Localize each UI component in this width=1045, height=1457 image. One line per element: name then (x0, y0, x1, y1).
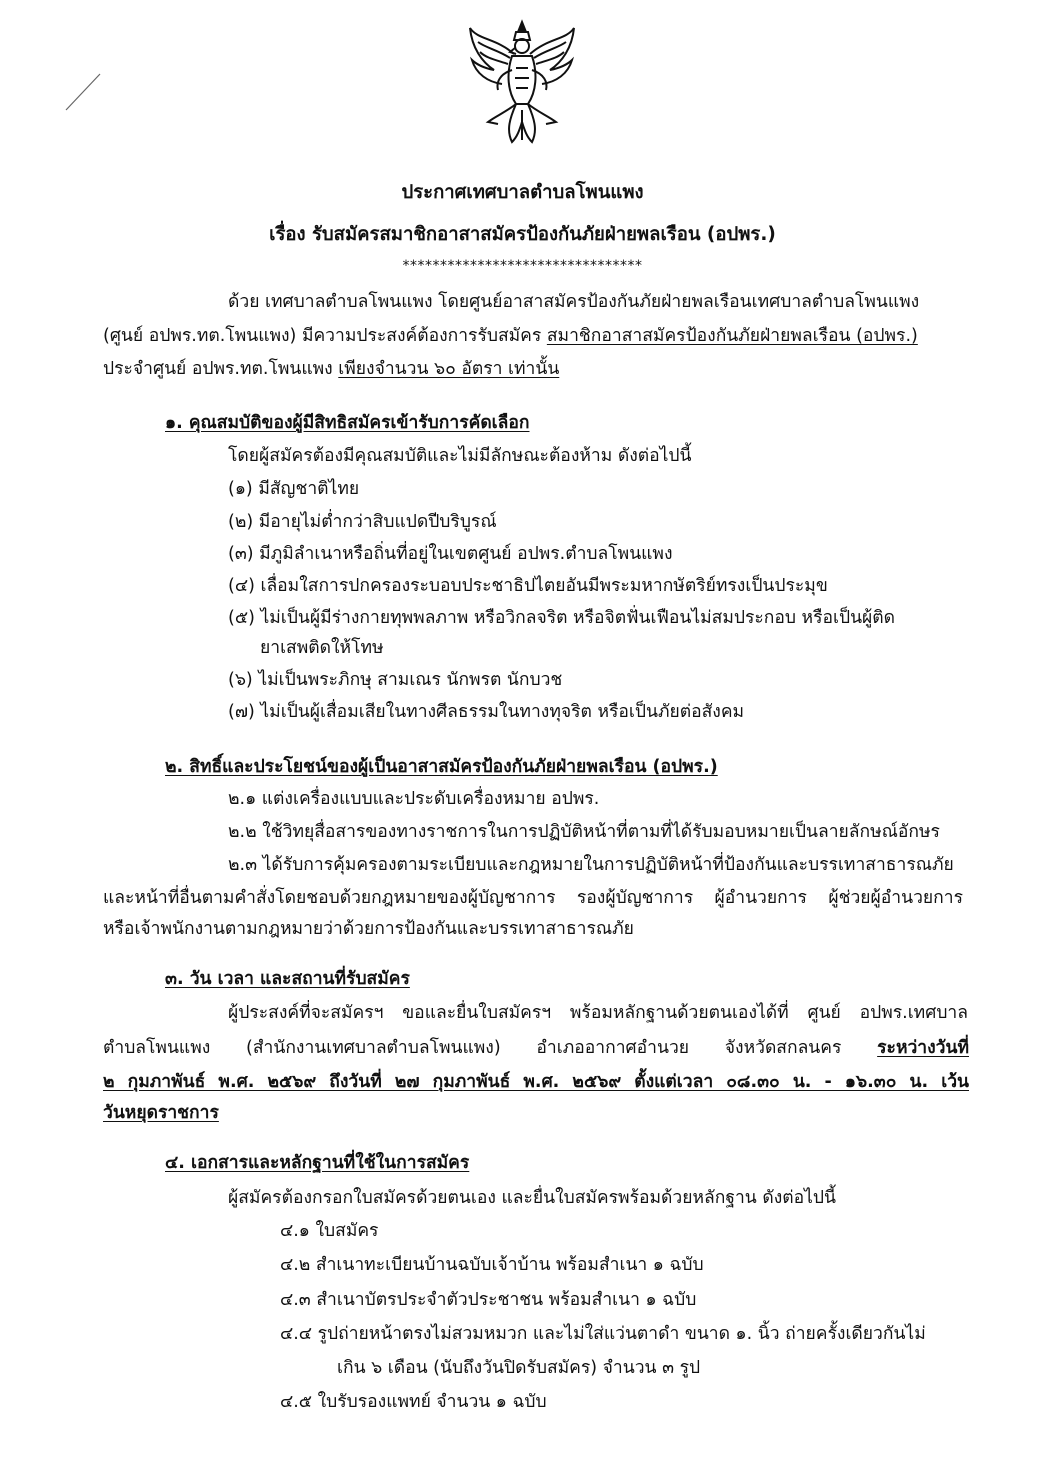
intro-quota: เพียงจำนวน ๖๐ อัตรา เท่านั้น (338, 359, 560, 379)
section-1-item: (๔) เลื่อมใสการปกครองระบอบประชาธิปไตยอันมีพระมหากษัตริย์ทรงเป็นประมุข (228, 576, 828, 596)
section-2-item-continuation: และหน้าที่อื่นตามคำสั่งโดยชอบด้วยกฎหมายของผู้บัญชาการ รองผู้บัญชาการ ผู้อำนวยการ ผู้ช่วยผู้อำนวยการ (103, 888, 963, 908)
section-2-item: ๒.๓ ได้รับการคุ้มครองตามระเบียบและกฎหมายในการปฏิบัติหน้าที่ป้องกันและบรรเทาสาธารณภัย (228, 855, 954, 875)
section-3-line-2: ตำบลโพนแพง (สำนักงานเทศบาลตำบลโพนแพง) อำเภออากาศอำนวย จังหวัดสกลนคร ระหว่างวันที่ (103, 1038, 969, 1058)
section-1-item: (๖) ไม่เป็นพระภิกษุ สามเณร นักพรต นักบวช (228, 670, 563, 690)
section-1-item: (๓) มีภูมิลำเนาหรือถิ่นที่อยู่ในเขตศูนย์ อปพร.ตำบลโพนแพง (228, 544, 673, 564)
section-1-item-continuation: ยาเสพติดให้โทษ (260, 638, 384, 658)
section-4-item: ๔.๕ ใบรับรองแพทย์ จำนวน ๑ ฉบับ (280, 1392, 547, 1412)
section-3-line-1: ผู้ประสงค์ที่จะสมัครฯ ขอและยื่นใบสมัครฯ พร้อมหลักฐานด้วยตนเองได้ที่ ศูนย์ อปพร.เทศบาล (228, 1003, 968, 1023)
section-1-item: (๗) ไม่เป็นผู้เสื่อมเสียในทางศีลธรรมในทางทุจริต หรือเป็นภัยต่อสังคม (228, 702, 745, 722)
section-4-heading: ๔. เอกสารและหลักฐานที่ใช้ในการสมัคร (165, 1153, 470, 1173)
section-1-item: (๕) ไม่เป็นผู้มีร่างกายทุพพลภาพ หรือวิกลจริต หรือจิตฟั่นเฟือนไม่สมประกอบ หรือเป็นผู้ติด (228, 608, 896, 628)
section-3-period-end: วันหยุดราชการ (103, 1103, 219, 1123)
pen-mark-decoration (60, 70, 105, 115)
section-1-item: (๒) มีอายุไม่ต่ำกว่าสิบแปดปีบริบูรณ์ (228, 512, 497, 532)
section-3-period: ๒ กุมภาพันธ์ พ.ศ. ๒๕๖๙ ถึงวันที่ ๒๗ กุมภาพันธ์ พ.ศ. ๒๕๖๙ ตั้งแต่เวลา ๐๘.๓๐ น. - ๑๖.๓๐ น. เว้น (103, 1072, 969, 1092)
section-2-item: ๒.๒ ใช้วิทยุสื่อสารของทางราชการในการปฏิบัติหน้าที่ตามที่ได้รับมอบหมายเป็นลายลักษณ์อักษร (228, 822, 940, 842)
section-1-lead: โดยผู้สมัครต้องมีคุณสมบัติและไม่มีลักษณะต้องห้าม ดังต่อไปนี้ (228, 446, 692, 466)
intro-position-name: สมาชิกอาสาสมัครป้องกันภัยฝ่ายพลเรือน (อปพร.) (546, 326, 918, 346)
garuda-emblem-icon (466, 18, 578, 148)
section-2-heading: ๒. สิทธิ์และประโยชน์ของผู้เป็นอาสาสมัครป้องกันภัยฝ่ายพลเรือน (อปพร.) (165, 757, 718, 777)
intro-line-1: ด้วย เทศบาลตำบลโพนแพง โดยศูนย์อาสาสมัครป้องกันภัยฝ่ายพลเรือนเทศบาลตำบลโพนแพง (228, 292, 920, 312)
section-1-item: (๑) มีสัญชาติไทย (228, 479, 360, 499)
section-3-period-start: ระหว่างวันที่ (877, 1038, 969, 1058)
section-4-item: ๔.๑ ใบสมัคร (280, 1221, 379, 1241)
section-1-heading: ๑. คุณสมบัติของผู้มีสิทธิสมัครเข้ารับการคัดเลือก (165, 413, 530, 433)
intro-line-2: (ศูนย์ อปพร.ทต.โพนแพง) มีความประสงค์ต้องการรับสมัคร สมาชิกอาสาสมัครป้องกันภัยฝ่ายพลเรือน (อปพร.) (103, 326, 918, 346)
section-4-lead: ผู้สมัครต้องกรอกใบสมัครด้วยตนเอง และยื่นใบสมัครพร้อมด้วยหลักฐาน ดังต่อไปนี้ (228, 1188, 836, 1208)
intro-line-3: ประจำศูนย์ อปพร.ทต.โพนแพง เพียงจำนวน ๖๐ อัตรา เท่านั้น (103, 359, 560, 379)
section-4-item-continuation: เกิน ๖ เดือน (นับถึงวันปิดรับสมัคร) จำนวน ๓ รูป (337, 1358, 701, 1378)
section-4-item: ๔.๓ สำเนาบัตรประจำตัวประชาชน พร้อมสำเนา ๑ ฉบับ (280, 1290, 697, 1310)
section-3-heading: ๓. วัน เวลา และสถานที่รับสมัคร (165, 969, 410, 989)
section-4-item: ๔.๔ รูปถ่ายหน้าตรงไม่สวมหมวก และไม่ใส่แว่นตาดำ ขนาด ๑. นิ้ว ถ่ายครั้งเดียวกันไม่ (280, 1324, 926, 1344)
announcement-title: ประกาศเทศบาลตำบลโพนแพง (401, 182, 644, 203)
separator-line: ******************************** (402, 258, 643, 274)
section-2-item: ๒.๑ แต่งเครื่องแบบและประดับเครื่องหมาย อปพร. (228, 789, 600, 809)
announcement-subject: เรื่อง รับสมัครสมาชิกอาสาสมัครป้องกันภัยฝ่ายพลเรือน (อปพร.) (269, 224, 776, 245)
section-2-item-continuation: หรือเจ้าพนักงานตามกฎหมายว่าด้วยการป้องกันและบรรเทาสาธารณภัย (103, 919, 634, 939)
section-4-item: ๔.๒ สำเนาทะเบียนบ้านฉบับเจ้าบ้าน พร้อมสำเนา ๑ ฉบับ (280, 1255, 704, 1275)
